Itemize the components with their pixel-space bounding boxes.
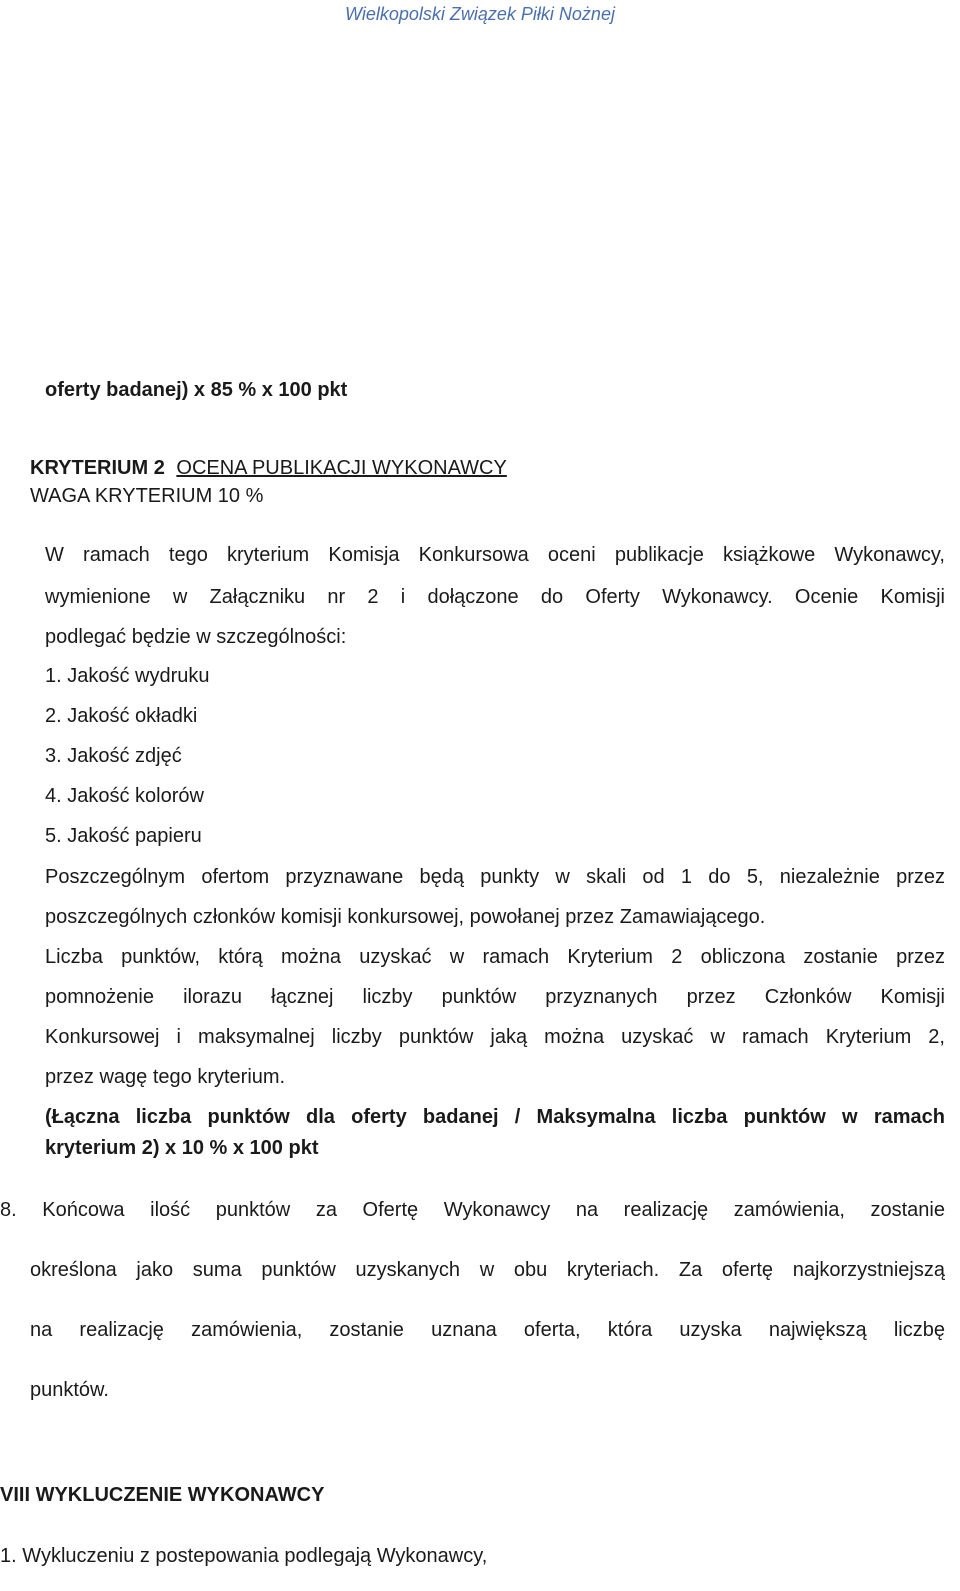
scoring-line-2: poszczególnych członków komisji konkursowej, powołanej przez Zamawiającego. bbox=[45, 906, 766, 928]
calc-line-1: Liczba punktów, którą można uzyskać w ramach Kryterium 2 obliczona zostanie przez bbox=[45, 946, 945, 968]
calc-line-3: Konkursowej i maksymalnej liczby punktów jaką można uzyskać w ramach Kryterium 2, bbox=[45, 1026, 945, 1048]
formula-line-1: (Łączna liczba punktów dla oferty badanej / Maksymalna liczba punktów w ramach bbox=[45, 1106, 945, 1128]
list-item: 3. Jakość zdjęć bbox=[45, 745, 182, 767]
calc-line-2: pomnożenie ilorazu łącznej liczby punktów przyznanych przez Członków Komisji bbox=[45, 986, 945, 1008]
point-8-line-3: na realizację zamówienia, zostanie uznana oferta, która uzyska największą liczbę bbox=[30, 1319, 945, 1341]
formula-line-2: kryterium 2) x 10 % x 100 pkt bbox=[45, 1137, 319, 1159]
list-item: 2. Jakość okładki bbox=[45, 705, 198, 727]
criterion-2-name: OCENA PUBLIKACJI WYKONAWCY bbox=[176, 457, 507, 479]
calc-line-4: przez wagę tego kryterium. bbox=[45, 1066, 286, 1088]
page-header-org: Wielkopolski Związek Piłki Nożnej bbox=[345, 4, 615, 24]
criterion-2-intro-line-3: podlegać będzie w szczególności: bbox=[45, 626, 347, 648]
point-8-line-4: punktów. bbox=[30, 1379, 109, 1401]
point-8-line-1: 8. Końcowa ilość punktów za Ofertę Wykonawcy na realizację zamówienia, zostanie bbox=[0, 1199, 945, 1221]
criterion-2-heading bbox=[30, 457, 507, 480]
criterion-2-label: KRYTERIUM 2 bbox=[30, 457, 165, 479]
point-8-line-2: określona jako suma punktów uzyskanych w obu kryteriach. Za ofertę najkorzystniejszą bbox=[30, 1259, 945, 1281]
list-item: 1. Jakość wydruku bbox=[45, 665, 210, 687]
criterion-2-intro-line-1: W ramach tego kryterium Komisja Konkursowa oceni publikacje książkowe Wykonawcy, bbox=[45, 544, 945, 566]
list-item: 5. Jakość papieru bbox=[45, 825, 202, 847]
criterion-1-formula-tail: oferty badanej) x 85 % x 100 pkt bbox=[45, 379, 348, 401]
criterion-2-weight: WAGA KRYTERIUM 10 % bbox=[30, 485, 264, 507]
scoring-line-1: Poszczególnym ofertom przyznawane będą punkty w skali od 1 do 5, niezależnie przez bbox=[45, 866, 945, 888]
section-8-item-1: 1. Wykluczeniu z postepowania podlegają Wykonawcy, bbox=[0, 1545, 488, 1567]
section-8-heading: VIII WYKLUCZENIE WYKONAWCY bbox=[0, 1484, 325, 1506]
list-item: 4. Jakość kolorów bbox=[45, 785, 204, 807]
criterion-2-intro-line-2: wymienione w Załączniku nr 2 i dołączone do Oferty Wykonawcy. Ocenie Komisji bbox=[45, 586, 945, 608]
